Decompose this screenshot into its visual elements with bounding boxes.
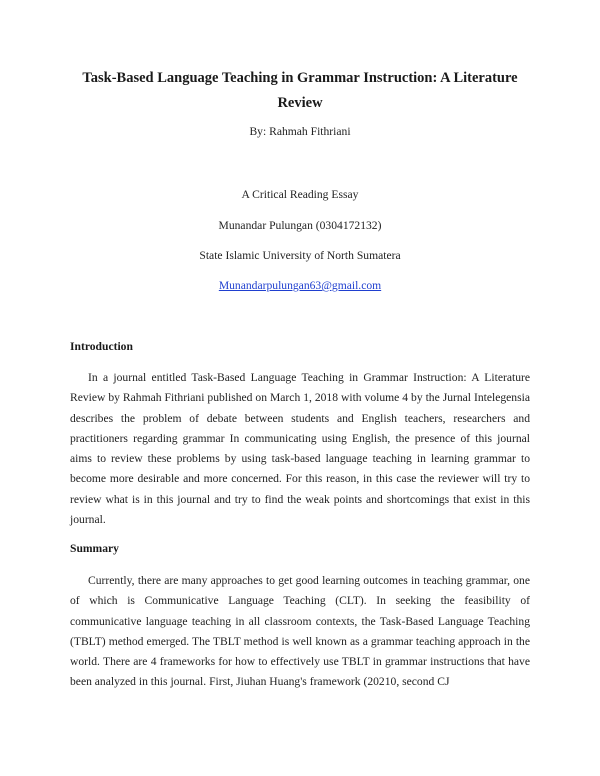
email-link[interactable]: Munandarpulungan63@gmail.com xyxy=(218,279,382,292)
introduction-heading: Introduction xyxy=(70,340,133,353)
document-title: Task-Based Language Teaching in Grammar Instruction: A Literature Review xyxy=(82,70,518,111)
university-line: State Islamic University of North Sumatera xyxy=(199,249,401,262)
essay-type: A Critical Reading Essay xyxy=(241,188,359,201)
introduction-paragraph: In a journal entitled Task-Based Language Teaching in Grammar Instruction: A Literature Review by Rahmah Fithriani published on March 1, 2018 with volume 4 by the Jurnal Intelegensia describes the problem of debate between students and English teachers, researchers and practitioners regarding grammar In communicating using English, the presence of this journal aims to review these problems by using task-based language teaching in learning grammar to become more desirable and more concerned. For this reason, in this case the reviewer will try to review what is in this journal and try to find the weak points and shortcomings that exist in this journal. xyxy=(70,371,530,527)
byline: By: Rahmah Fithriani xyxy=(249,125,351,138)
summary-paragraph: Currently, there are many approaches to get good learning outcomes in teaching grammar, one of which is Communicative Language Teaching (CLT). In seeking the feasibility of communicative language teaching in all classroom contexts, the Task-Based Language Teaching (TBLT) method emerged. The TBLT method is well known as a grammar teaching approach in the world. There are 4 frameworks for how to effectively use TBLT in grammar instructions that have been analyzed in this journal. First, Jiuhan Huang's framework (20210, second CJ xyxy=(70,574,530,689)
summary-heading: Summary xyxy=(70,542,119,555)
author-line: Munandar Pulungan (0304172132) xyxy=(218,219,382,232)
